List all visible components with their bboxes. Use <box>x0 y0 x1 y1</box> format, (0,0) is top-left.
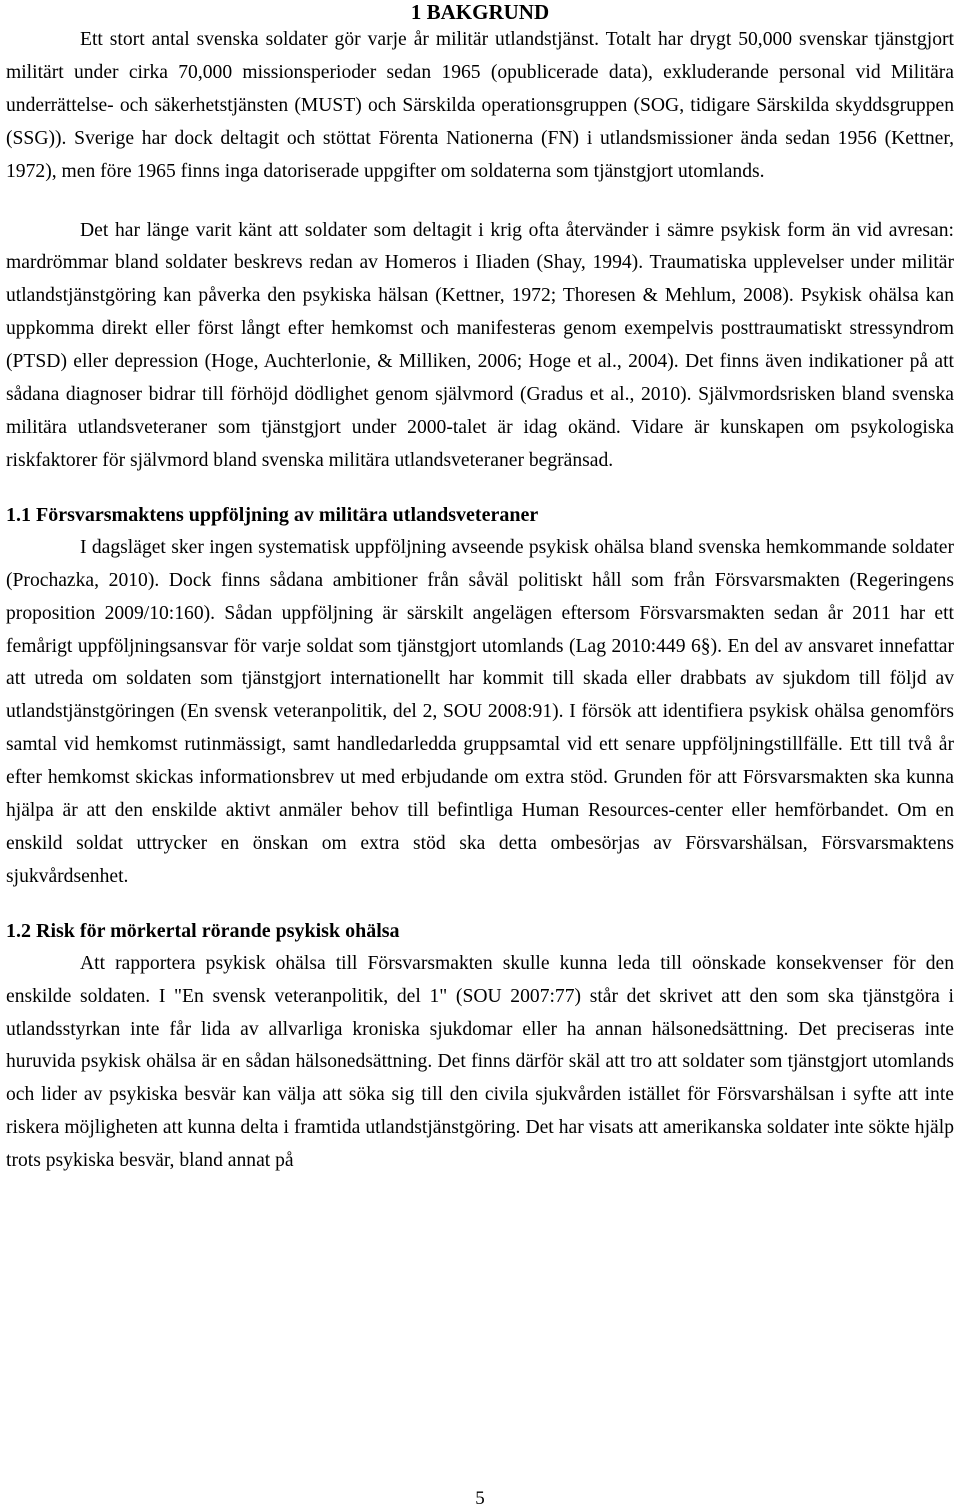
section-paragraph-1-2: Att rapportera psykisk ohälsa till Försvarsmakten skulle kunna leda till oönskade konsekvenser för den enskilde soldaten. I "En svensk veteranpolitik, del 1" (SOU 2007:77) står det skrivet att den som ska tjänstgöra i utlandsstyrkan inte får lida av allvarliga kroniska sjukdomar eller ha annan hälsonedsättning. Det preciseras inte huruvida psykisk ohälsa är en sådan hälsonedsättning. Det finns därför skäl att tro att soldater som tjänstgjort utomlands och lider av psykiska besvär kan välja att söka sig till den civila sjukvården istället för Försvarshälsan i syfte att inte riskera möjligheten att kunna delta i framtida utlandstjänstgöring. Det har visats att amerikanska soldater inte sökte hjälp trots psykiska besvär, bland annat på <box>6 952 954 1172</box>
chapter-title: 1 BAKGRUND <box>410 0 550 24</box>
paragraph-spacer <box>6 189 954 215</box>
page-number: 5 <box>475 1488 485 1509</box>
paragraph-intro: Ett stort antal svenska soldater gör varje år militär utlandstjänst. Totalt har drygt 50,000 svenskar tjänstgjort militärt under cirka 70,000 missionsperioder sedan 1965 (opublicerade data), exkluderande personal vid Militära underrättelse- och säkerhetstjänsten (MUST) och Särskilda operationsgruppen (SOG, tidigare Särskilda skyddsgruppen (SSG)). Sverige har dock deltagit och stöttat Förenta Nationerna (FN) i utlandsmissioner ända sedan 1956 (Kettner, 1972), men före 1965 finns inga datoriserade uppgifter om soldaterna som tjänstgjort utomlands. <box>6 29 954 182</box>
section-heading-1-2: 1.2 Risk för mörkertal rörande psykisk ohälsa <box>6 919 400 942</box>
section-spacer <box>6 894 954 918</box>
section-heading-1-1: 1.1 Försvarsmaktens uppföljning av militära utlandsveteraner <box>6 503 539 526</box>
section-paragraph-1-1: I dagsläget sker ingen systematisk uppföljning avseende psykisk ohälsa bland svenska hemkommande soldater (Prochazka, 2010). Dock finns sådana ambitioner från såväl politiskt håll som från Försvarsmakten (Regeringens proposition 2009/10:160). Sådan uppföljning är särskilt angelägen eftersom Försvarsmakten sedan år 2011 har ett femårigt uppföljningsansvar för varje soldat som tjänstgjort utomlands (Lag 2010:449 6§). En del av ansvaret innefattar att utreda om soldaten som tjänstgjort internationellt har kommit till skada eller drabbats av sjukdom till följd av utlandstjänstgöringen (En svensk veteranpolitik, del 2, SOU 2008:91). I försök att identifiera psykisk ohälsa genomförs samtal vid hemkomst rutinmässigt, samt handledarledda gruppsamtal vid ett senare uppföljningstillfälle. Ett till två år efter hemkomst skickas informationsbrev ut med erbjudande om extra stöd. Grunden för att Försvarsmakten ska kunna hjälpa är att den enskilde aktivt anmäler behov till befintliga Human Resources-center eller hemförbandet. Om en enskild soldat uttrycker en önskan om extra stöd ska detta ombesörjas av Försvarshälsan, Försvarsmaktens sjukvårdsenhet. <box>6 536 954 887</box>
section-spacer <box>6 478 954 502</box>
paragraph-psychological-effects: Det har länge varit känt att soldater som deltagit i krig ofta återvänder i sämre psykisk form än vid avresan: mardrömmar bland soldater beskrevs redan av Homeros i Iliaden (Shay, 1994). Traumatiska upplevelser under militär utlandstjänstgöring kan påverka den psykiska hälsan (Kettner, 1972; Thoresen & Mehlum, 2008). Psykisk ohälsa kan uppkomma direkt eller först långt efter hemkomst och manifesteras genom exempelvis posttraumatiskt stressyndrom (PTSD) eller depression (Hoge, Auchterlonie, & Milliken, 2006; Hoge et al., 2004). Det finns även indikationer på att sådana diagnoser bidrar till förhöjd dödlighet genom självmord (Gradus et al., 2010). Självmordsrisken bland svenska militära utlandsveteraner som tjänstgjort under 2000-talet är idag okänd. Vidare är kunskapen om psykologiska riskfaktorer för självmord bland svenska militära utlandsveteraner begränsad. <box>6 219 954 471</box>
